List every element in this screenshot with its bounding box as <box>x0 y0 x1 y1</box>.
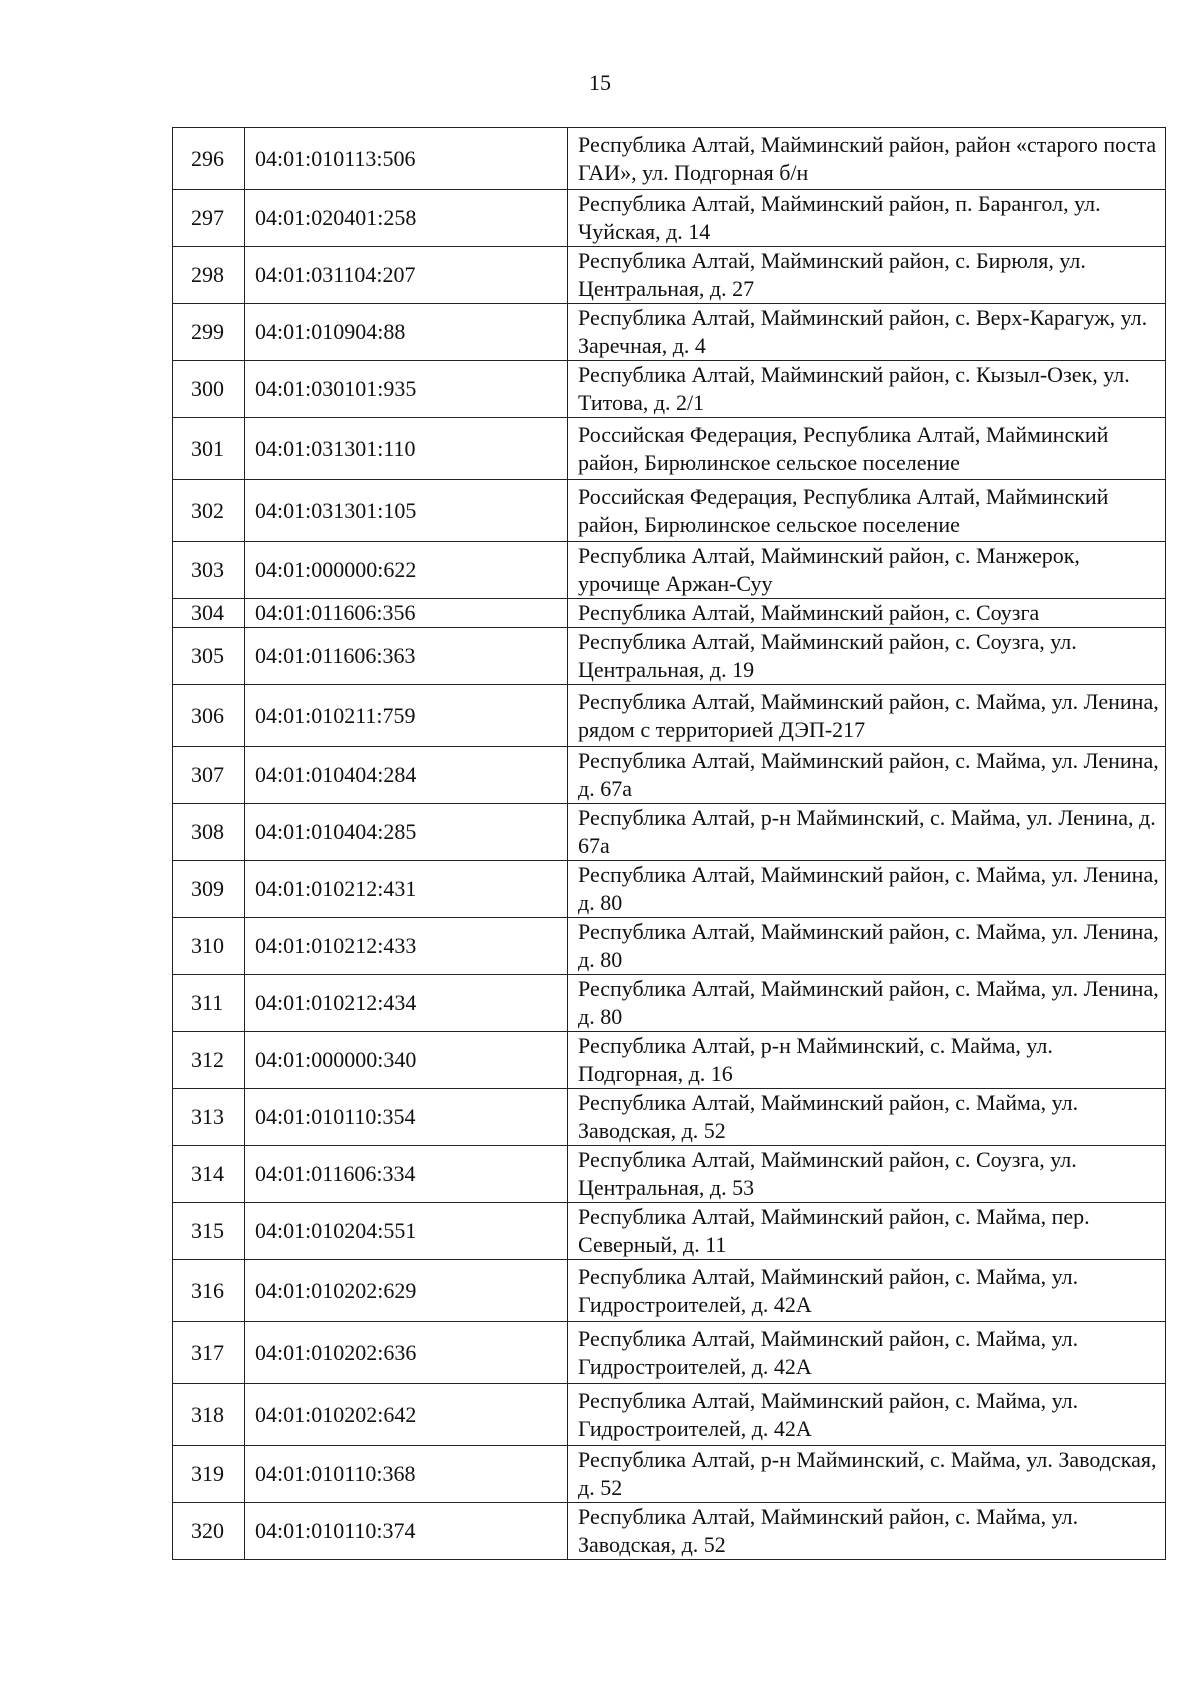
row-number-cell: 313 <box>173 1089 245 1146</box>
cadastral-number-cell: 04:01:010212:434 <box>245 975 568 1032</box>
table-row <box>173 747 1166 804</box>
cadastral-number-cell: 04:01:011606:334 <box>245 1146 568 1203</box>
table-row <box>173 304 1166 361</box>
cadastral-number-cell: 04:01:010110:354 <box>245 1089 568 1146</box>
address-cell: Республика Алтай, Майминский район, с. Верх-Карагуж, ул. Заречная, д. 4 <box>568 304 1166 361</box>
address-cell: Республика Алтай, Майминский район, с. Майма, ул. Заводская, д. 52 <box>568 1089 1166 1146</box>
table-row <box>173 542 1166 599</box>
row-number-cell: 312 <box>173 1032 245 1089</box>
address-cell: Республика Алтай, Майминский район, с. Майма, ул. Ленина, д. 80 <box>568 975 1166 1032</box>
registry-table-body <box>173 128 1166 1560</box>
table-row <box>173 1384 1166 1446</box>
row-number-cell: 301 <box>173 418 245 480</box>
cadastral-number-cell: 04:01:020401:258 <box>245 190 568 247</box>
address-cell: Республика Алтай, р-н Майминский, с. Майма, ул. Подгорная, д. 16 <box>568 1032 1166 1089</box>
table-row <box>173 128 1166 190</box>
address-cell: Республика Алтай, Майминский район, с. Майма, ул. Ленина, д. 80 <box>568 861 1166 918</box>
table-row <box>173 685 1166 747</box>
row-number-cell: 307 <box>173 747 245 804</box>
table-row <box>173 1203 1166 1260</box>
row-number-cell: 309 <box>173 861 245 918</box>
table-row <box>173 599 1166 628</box>
cadastral-number-cell: 04:01:010904:88 <box>245 304 568 361</box>
row-number-cell: 317 <box>173 1322 245 1384</box>
row-number-cell: 310 <box>173 918 245 975</box>
row-number-cell: 308 <box>173 804 245 861</box>
row-number-cell: 314 <box>173 1146 245 1203</box>
row-number-cell: 320 <box>173 1503 245 1560</box>
page-number: 15 <box>589 70 611 95</box>
cadastral-number-cell: 04:01:031104:207 <box>245 247 568 304</box>
table-row <box>173 1032 1166 1089</box>
row-number-cell: 303 <box>173 542 245 599</box>
table-row <box>173 804 1166 861</box>
address-cell: Республика Алтай, Майминский район, с. Майма, ул. Гидростроителей, д. 42А <box>568 1384 1166 1446</box>
address-cell: Республика Алтай, Майминский район, с. Кызыл-Озек, ул. Титова, д. 2/1 <box>568 361 1166 418</box>
cadastral-number-cell: 04:01:000000:340 <box>245 1032 568 1089</box>
cadastral-number-cell: 04:01:010404:285 <box>245 804 568 861</box>
table-row <box>173 1089 1166 1146</box>
table-row <box>173 1446 1166 1503</box>
cadastral-number-cell: 04:01:000000:622 <box>245 542 568 599</box>
row-number-cell: 302 <box>173 480 245 542</box>
cadastral-number-cell: 04:01:010202:642 <box>245 1384 568 1446</box>
address-cell: Республика Алтай, Майминский район, п. Барангол, ул. Чуйская, д. 14 <box>568 190 1166 247</box>
cadastral-number-cell: 04:01:010211:759 <box>245 685 568 747</box>
address-cell: Республика Алтай, р-н Майминский, с. Майма, ул. Ленина, д. 67а <box>568 804 1166 861</box>
table-row <box>173 918 1166 975</box>
cadastral-number-cell: 04:01:010212:431 <box>245 861 568 918</box>
address-cell: Республика Алтай, Майминский район, с. Соузга, ул. Центральная, д. 53 <box>568 1146 1166 1203</box>
cadastral-number-cell: 04:01:010202:629 <box>245 1260 568 1322</box>
address-cell: Российская Федерация, Республика Алтай, Майминский район, Бирюлинское сельское поселение <box>568 480 1166 542</box>
cadastral-number-cell: 04:01:030101:935 <box>245 361 568 418</box>
table-row <box>173 1146 1166 1203</box>
row-number-cell: 296 <box>173 128 245 190</box>
table-row <box>173 628 1166 685</box>
row-number-cell: 318 <box>173 1384 245 1446</box>
cadastral-number-cell: 04:01:031301:105 <box>245 480 568 542</box>
table-row <box>173 418 1166 480</box>
table-row <box>173 247 1166 304</box>
cadastral-number-cell: 04:01:031301:110 <box>245 418 568 480</box>
row-number-cell: 305 <box>173 628 245 685</box>
cadastral-number-cell: 04:01:010204:551 <box>245 1203 568 1260</box>
row-number-cell: 316 <box>173 1260 245 1322</box>
address-cell: Республика Алтай, Майминский район, с. Майма, ул. Ленина, д. 80 <box>568 918 1166 975</box>
table-row <box>173 480 1166 542</box>
address-cell: Республика Алтай, Майминский район, с. Майма, ул. Ленина, рядом с территорией ДЭП-217 <box>568 685 1166 747</box>
address-cell: Республика Алтай, Майминский район, с. Соузга <box>568 599 1166 628</box>
cadastral-number-cell: 04:01:010113:506 <box>245 128 568 190</box>
table-row <box>173 975 1166 1032</box>
table-row <box>173 1260 1166 1322</box>
address-cell: Республика Алтай, Майминский район, с. Майма, ул. Гидростроителей, д. 42А <box>568 1322 1166 1384</box>
address-cell: Российская Федерация, Республика Алтай, Майминский район, Бирюлинское сельское поселение <box>568 418 1166 480</box>
address-cell: Республика Алтай, Майминский район, с. Бирюля, ул. Центральная, д. 27 <box>568 247 1166 304</box>
cadastral-number-cell: 04:01:010404:284 <box>245 747 568 804</box>
address-cell: Республика Алтай, Майминский район, с. Майма, ул. Заводская, д. 52 <box>568 1503 1166 1560</box>
cadastral-number-cell: 04:01:010110:368 <box>245 1446 568 1503</box>
address-cell: Республика Алтай, Майминский район, с. Майма, ул. Ленина, д. 67а <box>568 747 1166 804</box>
table-row <box>173 190 1166 247</box>
row-number-cell: 315 <box>173 1203 245 1260</box>
row-number-cell: 311 <box>173 975 245 1032</box>
cadastral-number-cell: 04:01:010212:433 <box>245 918 568 975</box>
property-registry-table <box>172 127 1166 1560</box>
table-row <box>173 1322 1166 1384</box>
cadastral-number-cell: 04:01:011606:363 <box>245 628 568 685</box>
table-row <box>173 361 1166 418</box>
address-cell: Республика Алтай, Майминский район, с. Майма, пер. Северный, д. 11 <box>568 1203 1166 1260</box>
row-number-cell: 298 <box>173 247 245 304</box>
address-cell: Республика Алтай, Майминский район, с. Манжерок, урочище Аржан-Суу <box>568 542 1166 599</box>
cadastral-number-cell: 04:01:010202:636 <box>245 1322 568 1384</box>
row-number-cell: 306 <box>173 685 245 747</box>
row-number-cell: 299 <box>173 304 245 361</box>
table-row <box>173 861 1166 918</box>
address-cell: Республика Алтай, Майминский район, с. Майма, ул. Гидростроителей, д. 42А <box>568 1260 1166 1322</box>
address-cell: Республика Алтай, р-н Майминский, с. Майма, ул. Заводская, д. 52 <box>568 1446 1166 1503</box>
cadastral-number-cell: 04:01:011606:356 <box>245 599 568 628</box>
cadastral-number-cell: 04:01:010110:374 <box>245 1503 568 1560</box>
row-number-cell: 304 <box>173 599 245 628</box>
address-cell: Республика Алтай, Майминский район, район «старого поста ГАИ», ул. Подгорная б/н <box>568 128 1166 190</box>
address-cell: Республика Алтай, Майминский район, с. Соузга, ул. Центральная, д. 19 <box>568 628 1166 685</box>
row-number-cell: 319 <box>173 1446 245 1503</box>
table-row <box>173 1503 1166 1560</box>
row-number-cell: 300 <box>173 361 245 418</box>
row-number-cell: 297 <box>173 190 245 247</box>
